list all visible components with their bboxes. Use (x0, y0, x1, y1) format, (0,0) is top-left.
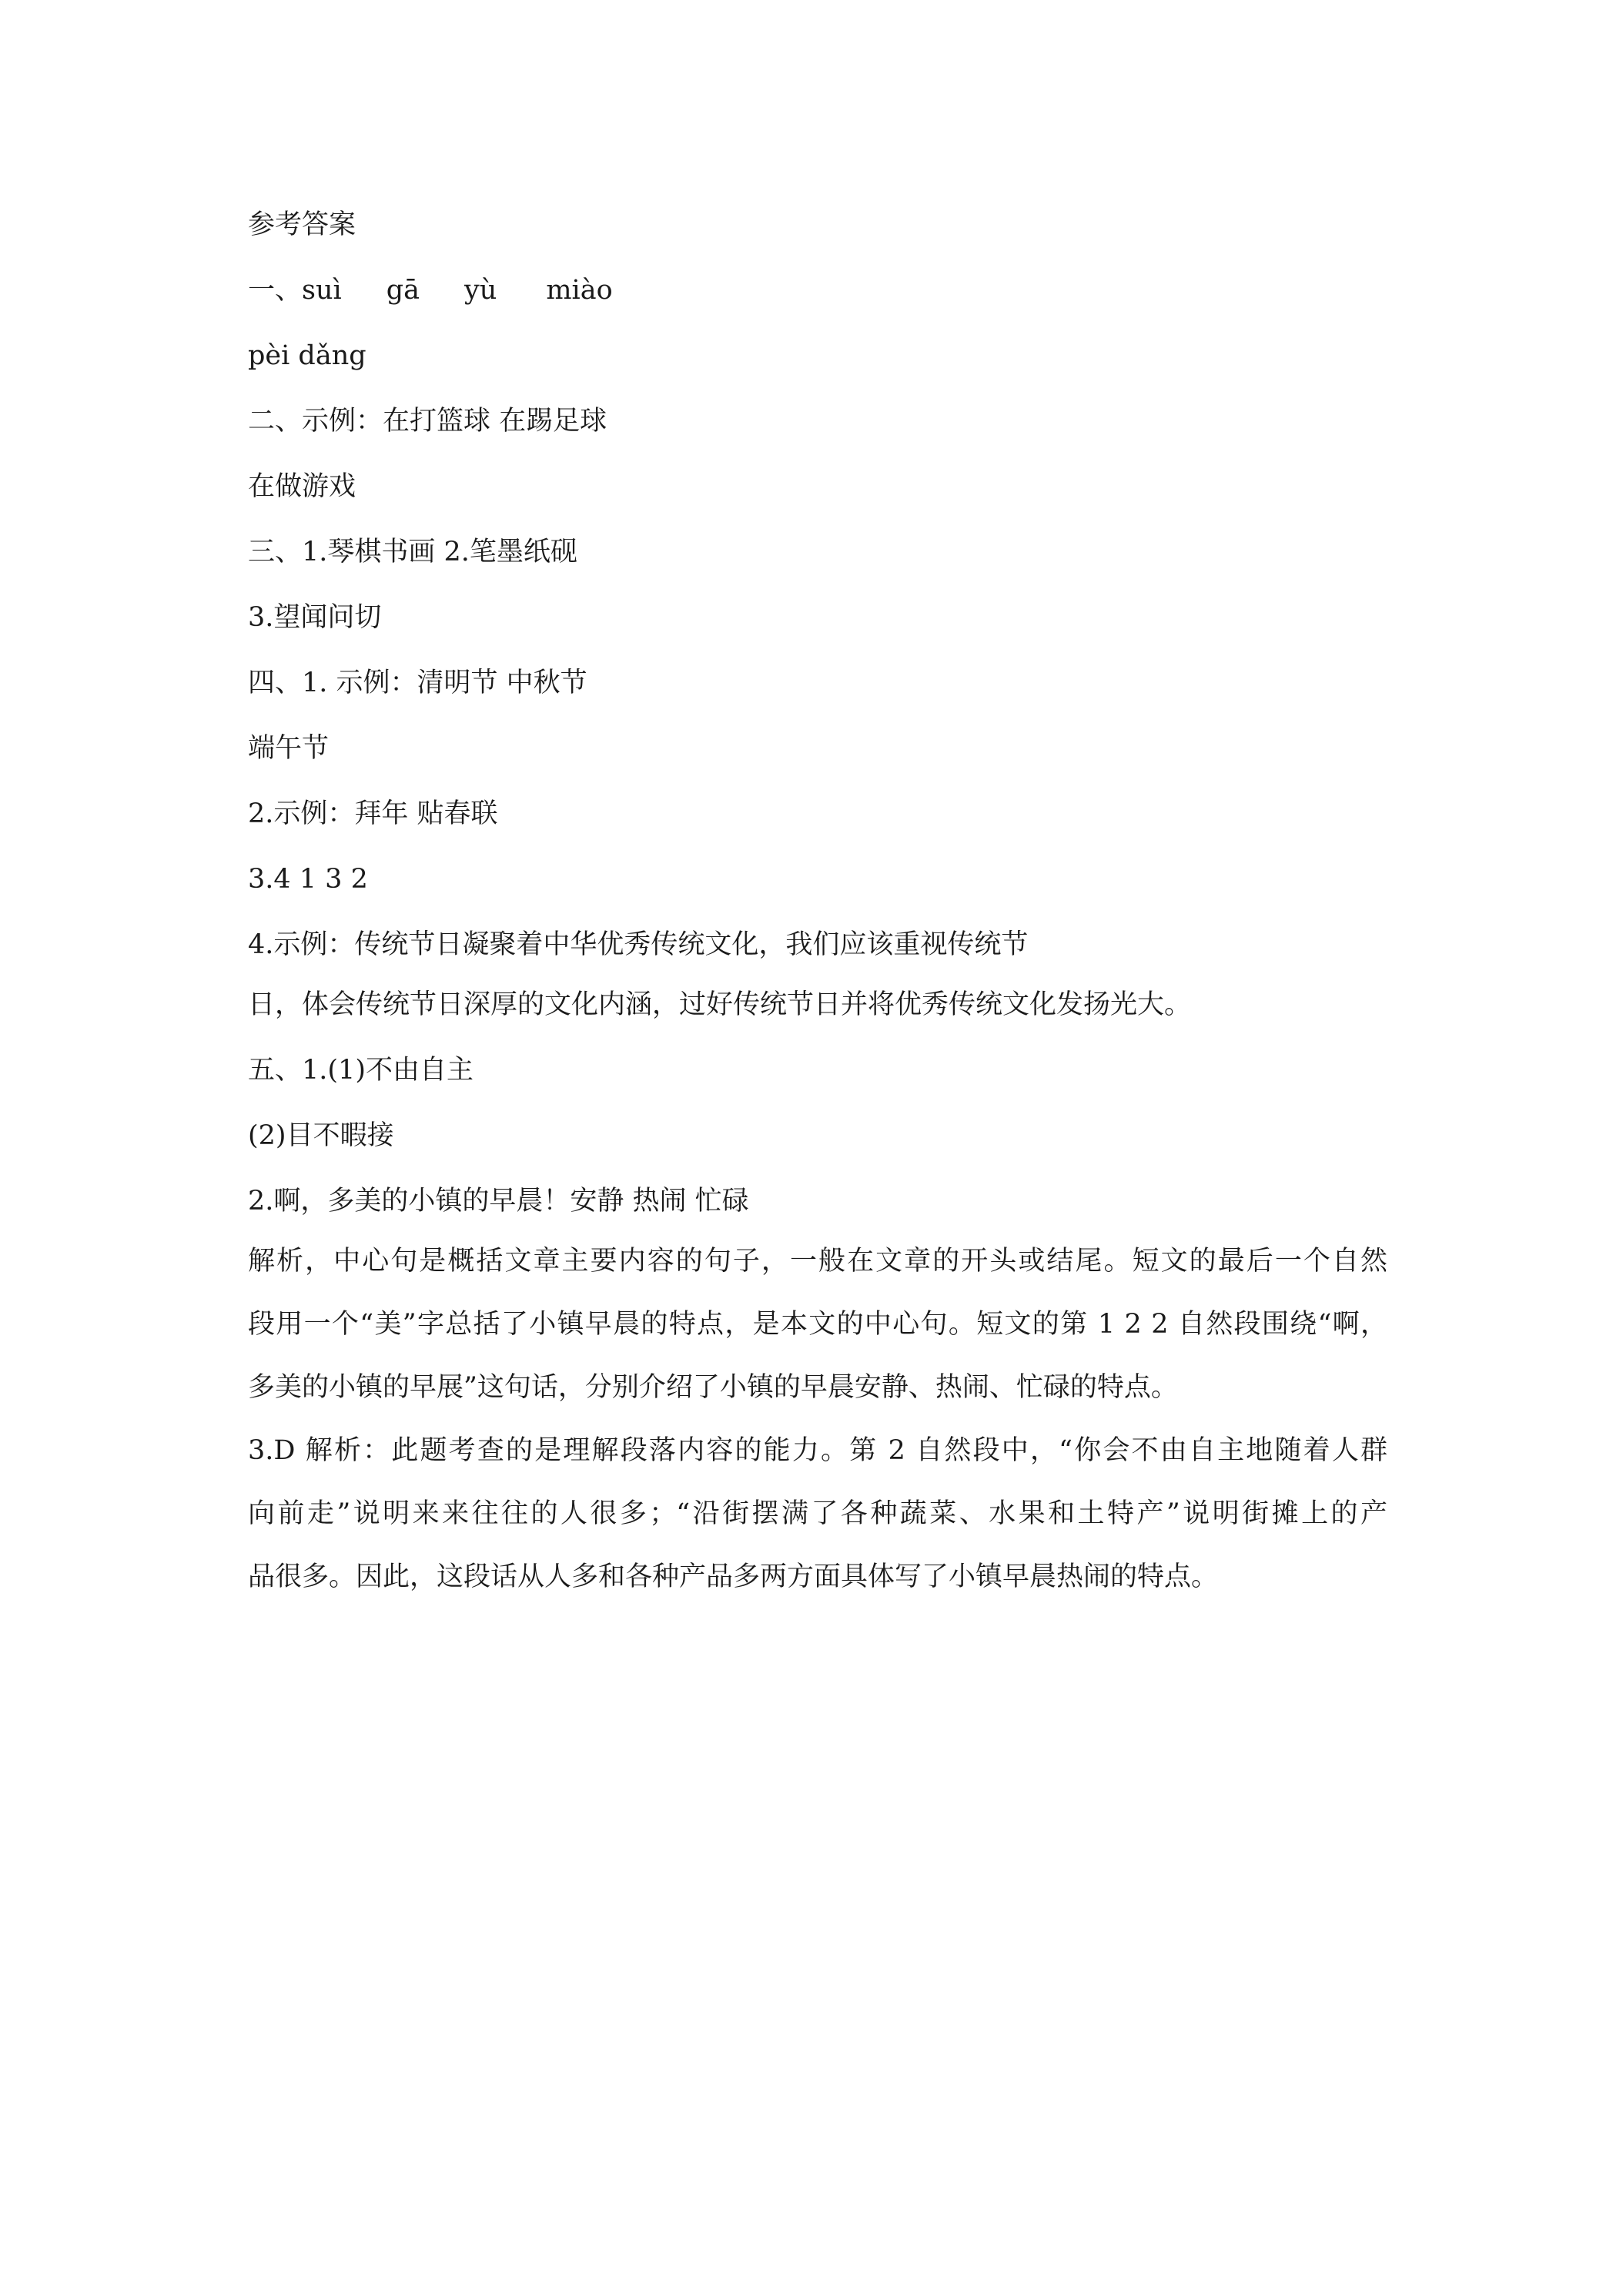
section5-line2: (2)目不暇接 (248, 1120, 394, 1151)
section4-line5: 4.示例：传统节日凝聚着中华优秀传统文化，我们应该重视传统节 (248, 929, 1029, 960)
section5-line3: 2.啊，多美的小镇的早晨！安静 热闹 忙碌 (248, 1186, 749, 1217)
analysis2-line2: 向前走”说明来来往往的人很多；“沿街摆满了各种蔬菜、水果和土特产”说明街摊上的产 (248, 1498, 1387, 1529)
analysis2-line3: 品很多。因此，这段话从人多和各种产品多两方面具体写了小镇早晨热闹的特点。 (248, 1561, 1219, 1592)
section1-label: 一、 (248, 275, 303, 306)
pinyin-1: suì (302, 275, 342, 306)
pinyin-2: gā (386, 275, 420, 306)
analysis2-line1: 3.D 解析：此题考查的是理解段落内容的能力。第 2 自然段中，“你会不由自主地随着人群 (248, 1435, 1387, 1466)
page-title: 参考答案 (248, 209, 356, 240)
section4-line4: 3.4 1 3 2 (248, 864, 368, 895)
section4-line2: 端午节 (248, 733, 330, 764)
section3-line1: 三、1.琴棋书画 2.笔墨纸砚 (248, 537, 577, 567)
section1-pinyin-row1 (248, 272, 650, 309)
section4-line3: 2.示例：拜年 贴春联 (248, 798, 498, 829)
pinyin-4: miào (546, 275, 613, 306)
pinyin-3: yù (464, 275, 497, 306)
section5-line1: 五、1.(1)不由自主 (248, 1055, 474, 1086)
section2-line2: 在做游戏 (248, 471, 356, 502)
analysis1-line3: 多美的小镇的早展”这句话，分别介绍了小镇的早晨安静、热闹、忙碌的特点。 (248, 1372, 1178, 1403)
section1-pinyin-row2: pèi dǎng (248, 340, 366, 371)
section3-line2: 3.望闻问切 (248, 602, 382, 633)
analysis1-line2: 段用一个“美”字总括了小镇早晨的特点，是本文的中心句。短文的第 1 2 2 自然段围绕“啊， (248, 1309, 1387, 1340)
section4-line6: 日，体会传统节日深厚的文化内涵，过好传统节日并将优秀传统文化发扬光大。 (248, 989, 1192, 1020)
section2-line1: 二、示例：在打篮球 在踢足球 (248, 406, 607, 437)
analysis1-line1: 解析，中心句是概括文章主要内容的句子，一般在文章的开头或结尾。短文的最后一个自然 (248, 1246, 1387, 1277)
section4-line1: 四、1. 示例：清明节 中秋节 (248, 668, 587, 698)
